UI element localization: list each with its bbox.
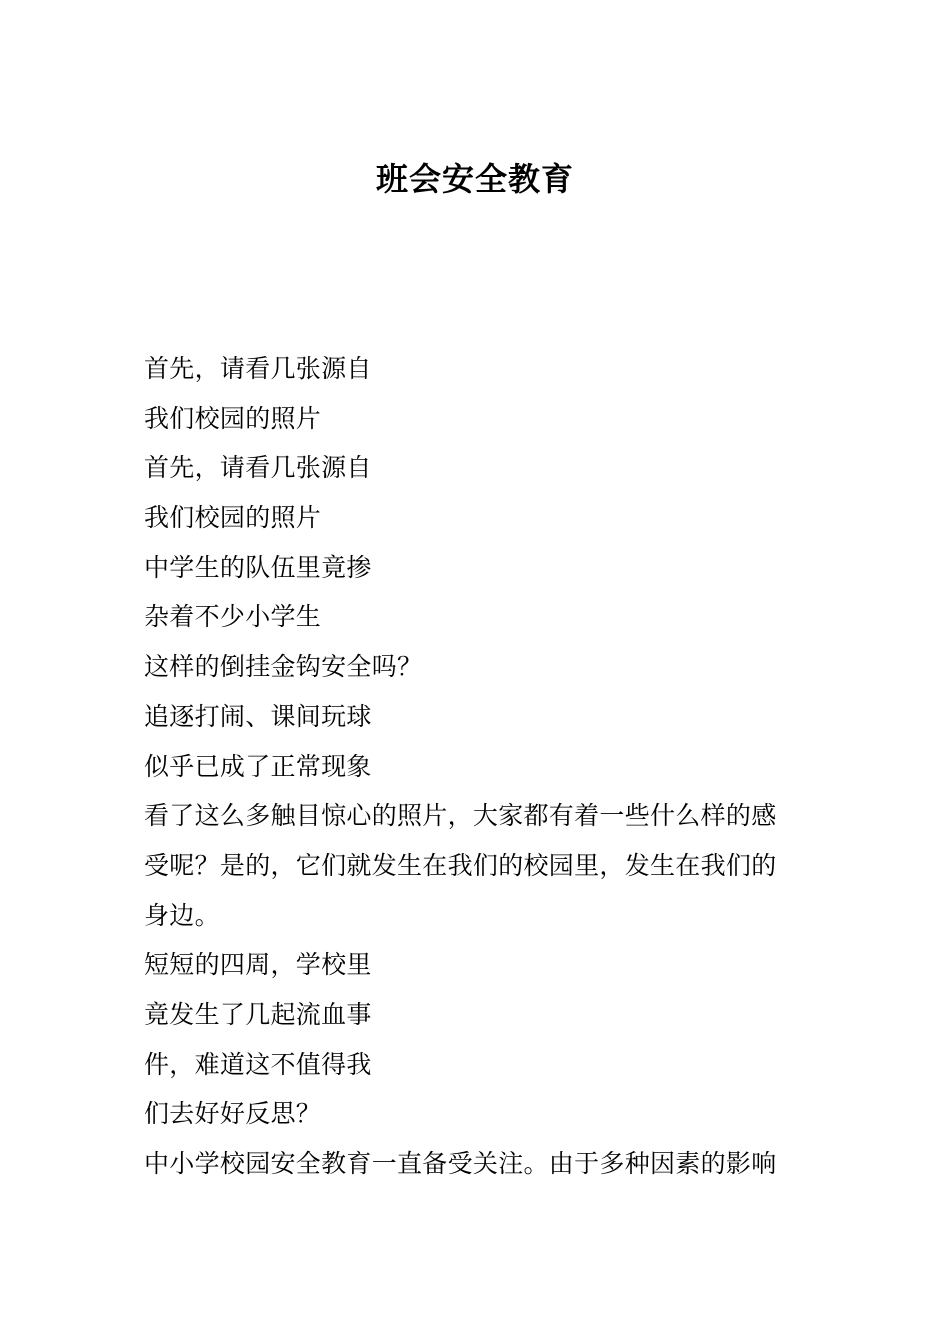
- document-body: [144, 344, 812, 1189]
- document-title: 班会安全教育: [375, 160, 574, 198]
- body-line: 短短的四周，学校里: [144, 950, 372, 980]
- body-line: 中小学校园安全教育一直备受关注。由于多种因素的影响: [144, 1149, 777, 1178]
- body-line: 这样的倒挂金钩安全吗？: [144, 652, 423, 682]
- body-line: 我们校园的照片: [144, 503, 322, 533]
- body-line: 似乎已成了正常现象: [144, 751, 372, 781]
- body-line: 们去好好反思？: [144, 1099, 322, 1129]
- body-line: 首先，请看几张源自: [144, 354, 372, 383]
- body-line: 竟发生了几起流血事: [144, 999, 372, 1029]
- body-line: 首先，请看几张源自: [144, 453, 372, 483]
- body-line: 身边。: [144, 900, 220, 930]
- body-line: 件，难道这不值得我: [144, 1049, 372, 1079]
- body-line: 看了这么多触目惊心的照片，大家都有着一些什么样的感: [144, 801, 777, 831]
- body-line: 中学生的队伍里竟掺: [144, 552, 372, 582]
- body-line: 杂着不少小学生: [144, 602, 322, 632]
- body-line: 受呢？是的，它们就发生在我们的校园里，发生在我们的: [144, 850, 777, 880]
- body-line: 追逐打闹、课间玩球: [144, 701, 372, 731]
- body-line: 我们校园的照片: [144, 403, 322, 433]
